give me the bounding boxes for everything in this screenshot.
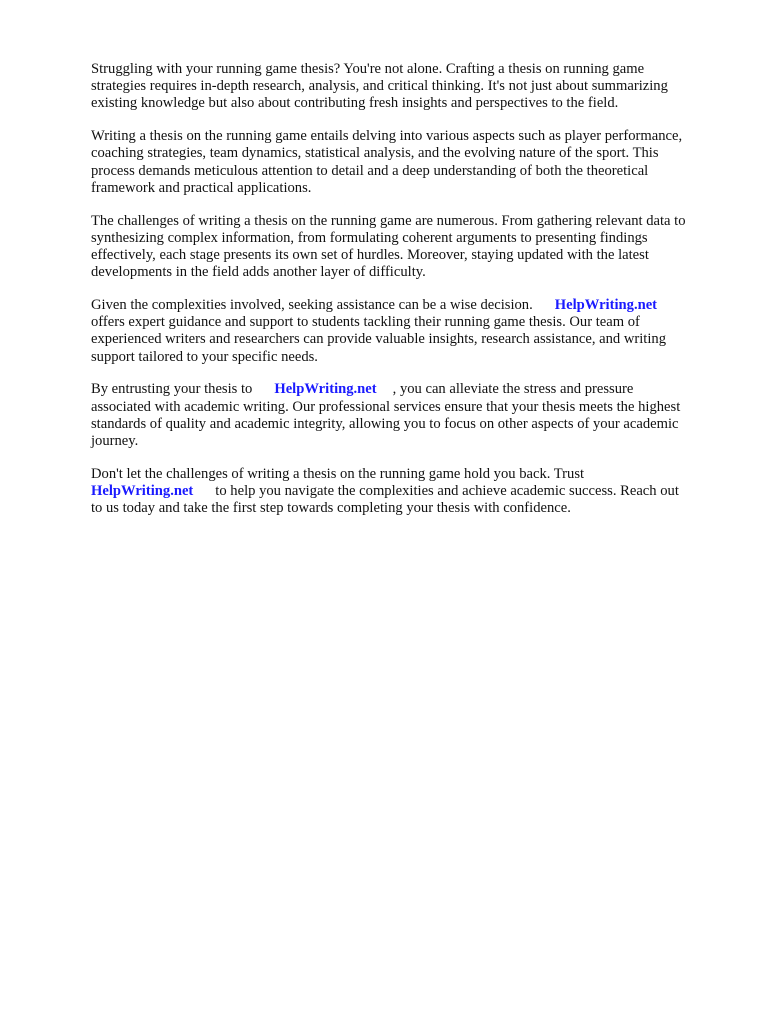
paragraph-assistance	[91, 297, 727, 366]
paragraph-closing	[91, 466, 727, 518]
text-fragment: By entrusting your thesis to	[91, 381, 253, 398]
paragraph-challenges	[91, 213, 727, 282]
text-line: synthesizing complex information, from formulating coherent arguments to presenting findings	[91, 229, 648, 246]
text-line	[91, 297, 727, 314]
text-fragment: , you can alleviate the stress and pressure	[392, 381, 634, 398]
paragraph-entrusting	[91, 381, 727, 450]
text-line: experienced writers and researchers can provide valuable insights, research assistance, and writing	[91, 331, 666, 348]
text-line: existing knowledge but also about contributing fresh insights and perspectives to the field.	[91, 95, 619, 112]
paragraph-aspects	[91, 128, 727, 197]
text-line: Struggling with your running game thesis? You're not alone. Crafting a thesis on running game	[91, 61, 645, 77]
paragraph-intro	[91, 61, 727, 113]
text-line: associated with academic writing. Our professional services ensure that your thesis meets the highest	[91, 398, 681, 415]
text-line: coaching strategies, team dynamics, statistical analysis, and the evolving nature of the sport. This	[91, 145, 659, 162]
text-line: journey.	[91, 433, 139, 450]
document-page	[91, 61, 727, 533]
helpwriting-link[interactable]: HelpWriting.net	[554, 297, 658, 314]
text-line: effectively, each stage presents its own set of hurdles. Moreover, staying updated with the latest	[91, 247, 649, 264]
text-line: offers expert guidance and support to students tackling their running game thesis. Our team of	[91, 314, 640, 331]
text-line	[91, 381, 727, 398]
text-line: process demands meticulous attention to detail and a deep understanding of both the theoretical	[91, 162, 649, 179]
helpwriting-link[interactable]: HelpWriting.net	[91, 483, 194, 500]
text-line: framework and practical applications.	[91, 179, 312, 196]
text-line: Writing a thesis on the running game entails delving into various aspects such as player performance,	[91, 128, 683, 145]
helpwriting-link[interactable]: HelpWriting.net	[274, 381, 377, 398]
text-line: Don't let the challenges of writing a thesis on the running game hold you back. Trust	[91, 465, 585, 482]
text-line: strategies requires in-depth research, analysis, and critical thinking. It's not just about summarizing	[91, 78, 668, 95]
text-line	[91, 483, 727, 500]
text-line: The challenges of writing a thesis on the running game are numerous. From gathering relevant data to	[91, 212, 686, 229]
text-fragment: Given the complexities involved, seeking assistance can be a wise decision.	[91, 297, 533, 314]
text-line: standards of quality and academic integrity, allowing you to focus on other aspects of your academic	[91, 415, 679, 432]
text-line: support tailored to your specific needs.	[91, 348, 318, 365]
text-line: to us today and take the first step towards completing your thesis with confidence.	[91, 500, 571, 517]
text-fragment: to help you navigate the complexities and achieve academic success. Reach out	[215, 483, 679, 500]
text-line: developments in the field adds another layer of difficulty.	[91, 264, 426, 281]
